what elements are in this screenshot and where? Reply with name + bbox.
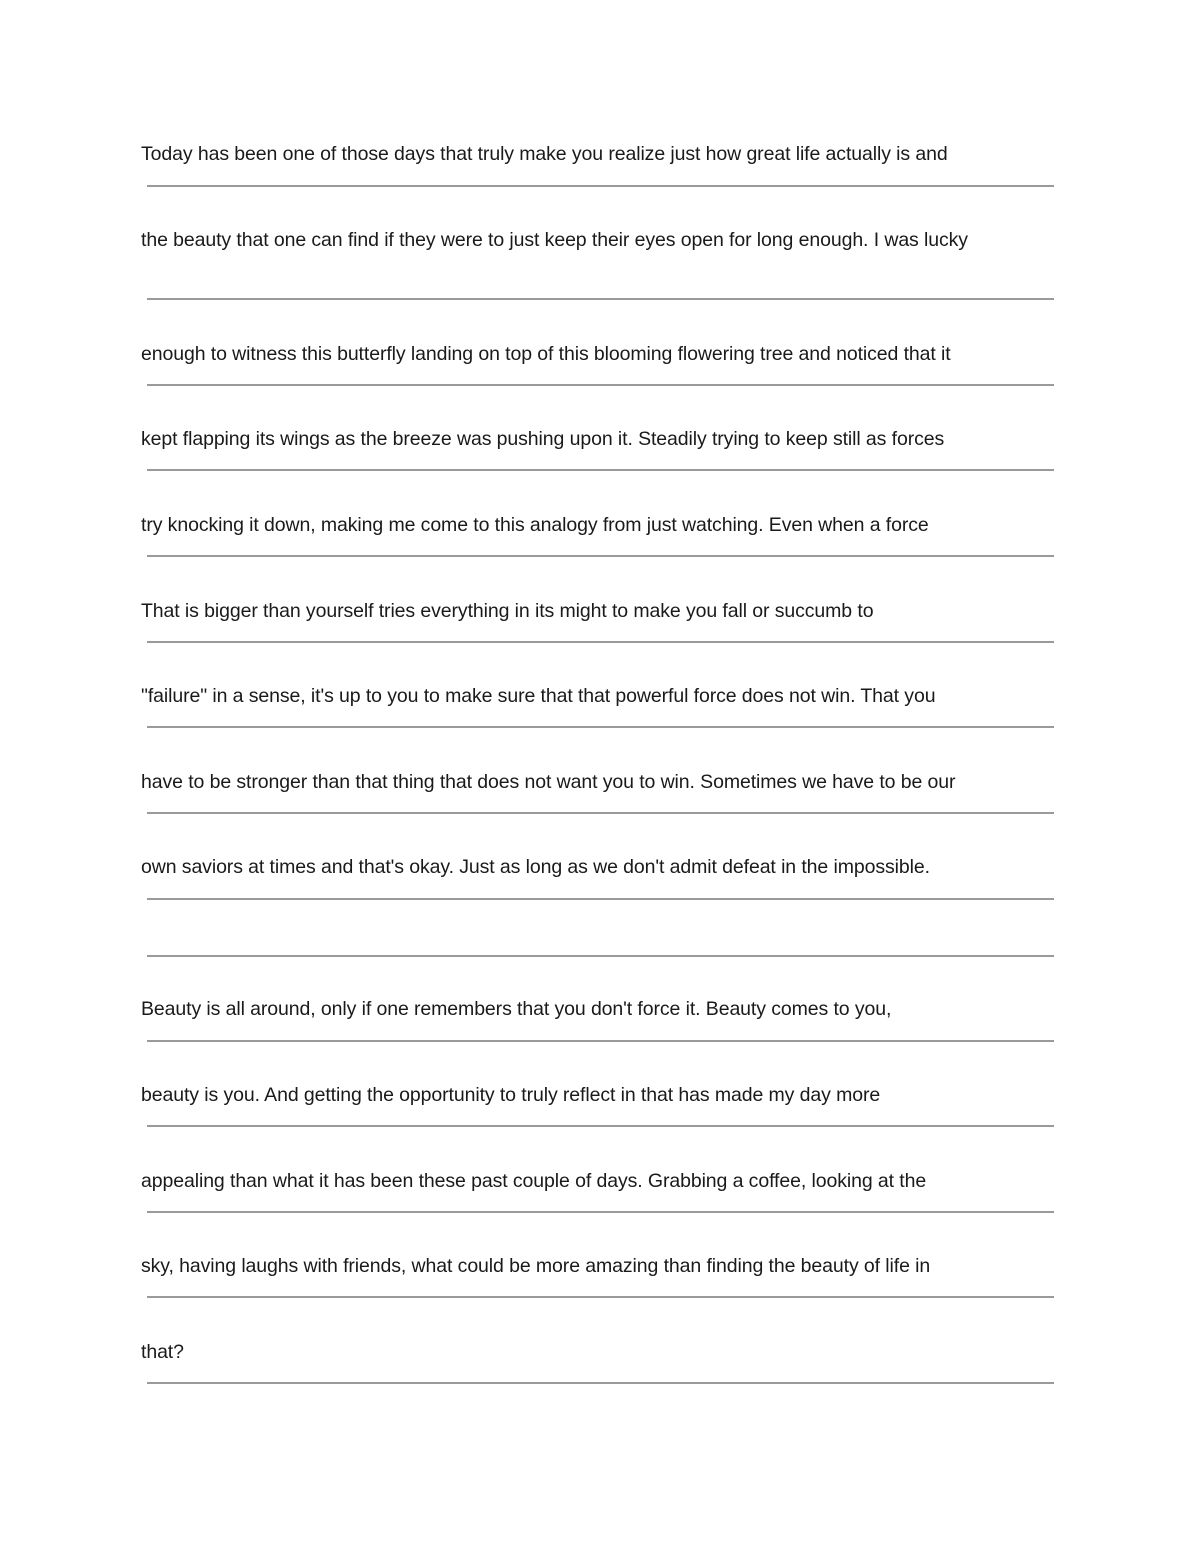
text-line-11: Beauty is all around, only if one remembers that you don't force it. Beauty comes to you,	[141, 998, 892, 1020]
ruled-line-1	[147, 185, 1054, 187]
ruled-line-11	[147, 1040, 1054, 1042]
text-line-9: own saviors at times and that's okay. Just as long as we don't admit defeat in the impossible.	[141, 856, 930, 878]
ruled-line-9	[147, 898, 1054, 900]
ruled-line-10	[147, 955, 1054, 957]
ruled-line-7	[147, 726, 1054, 728]
ruled-line-12	[147, 1125, 1054, 1127]
ruled-line-15	[147, 1382, 1054, 1384]
ruled-line-8	[147, 812, 1054, 814]
ruled-line-4	[147, 469, 1054, 471]
text-line-12: beauty is you. And getting the opportunity to truly reflect in that has made my day more	[141, 1084, 881, 1106]
ruled-line-14	[147, 1296, 1054, 1298]
text-line-13: appealing than what it has been these past couple of days. Grabbing a coffee, looking at the	[141, 1170, 927, 1192]
text-line-6: That is bigger than yourself tries everything in its might to make you fall or succumb to	[141, 600, 874, 622]
text-line-4: kept flapping its wings as the breeze was pushing upon it. Steadily trying to keep still as forces	[141, 428, 945, 450]
ruled-line-13	[147, 1211, 1054, 1213]
text-line-8: have to be stronger than that thing that does not want you to win. Sometimes we have to be our	[141, 771, 956, 793]
text-line-15: that?	[141, 1341, 184, 1363]
text-line-2: the beauty that one can find if they were to just keep their eyes open for long enough. I was lucky	[141, 229, 968, 251]
text-line-1: Today has been one of those days that truly make you realize just how great life actually is and	[141, 143, 948, 165]
text-line-7: "failure" in a sense, it's up to you to make sure that that powerful force does not win. That you	[141, 685, 936, 707]
ruled-line-6	[147, 641, 1054, 643]
ruled-line-2	[147, 298, 1054, 300]
text-line-14: sky, having laughs with friends, what could be more amazing than finding the beauty of life in	[141, 1255, 931, 1277]
text-line-5: try knocking it down, making me come to this analogy from just watching. Even when a force	[141, 514, 929, 536]
ruled-line-3	[147, 384, 1054, 386]
ruled-line-5	[147, 555, 1054, 557]
text-line-3: enough to witness this butterfly landing on top of this blooming flowering tree and noticed that it	[141, 343, 951, 365]
